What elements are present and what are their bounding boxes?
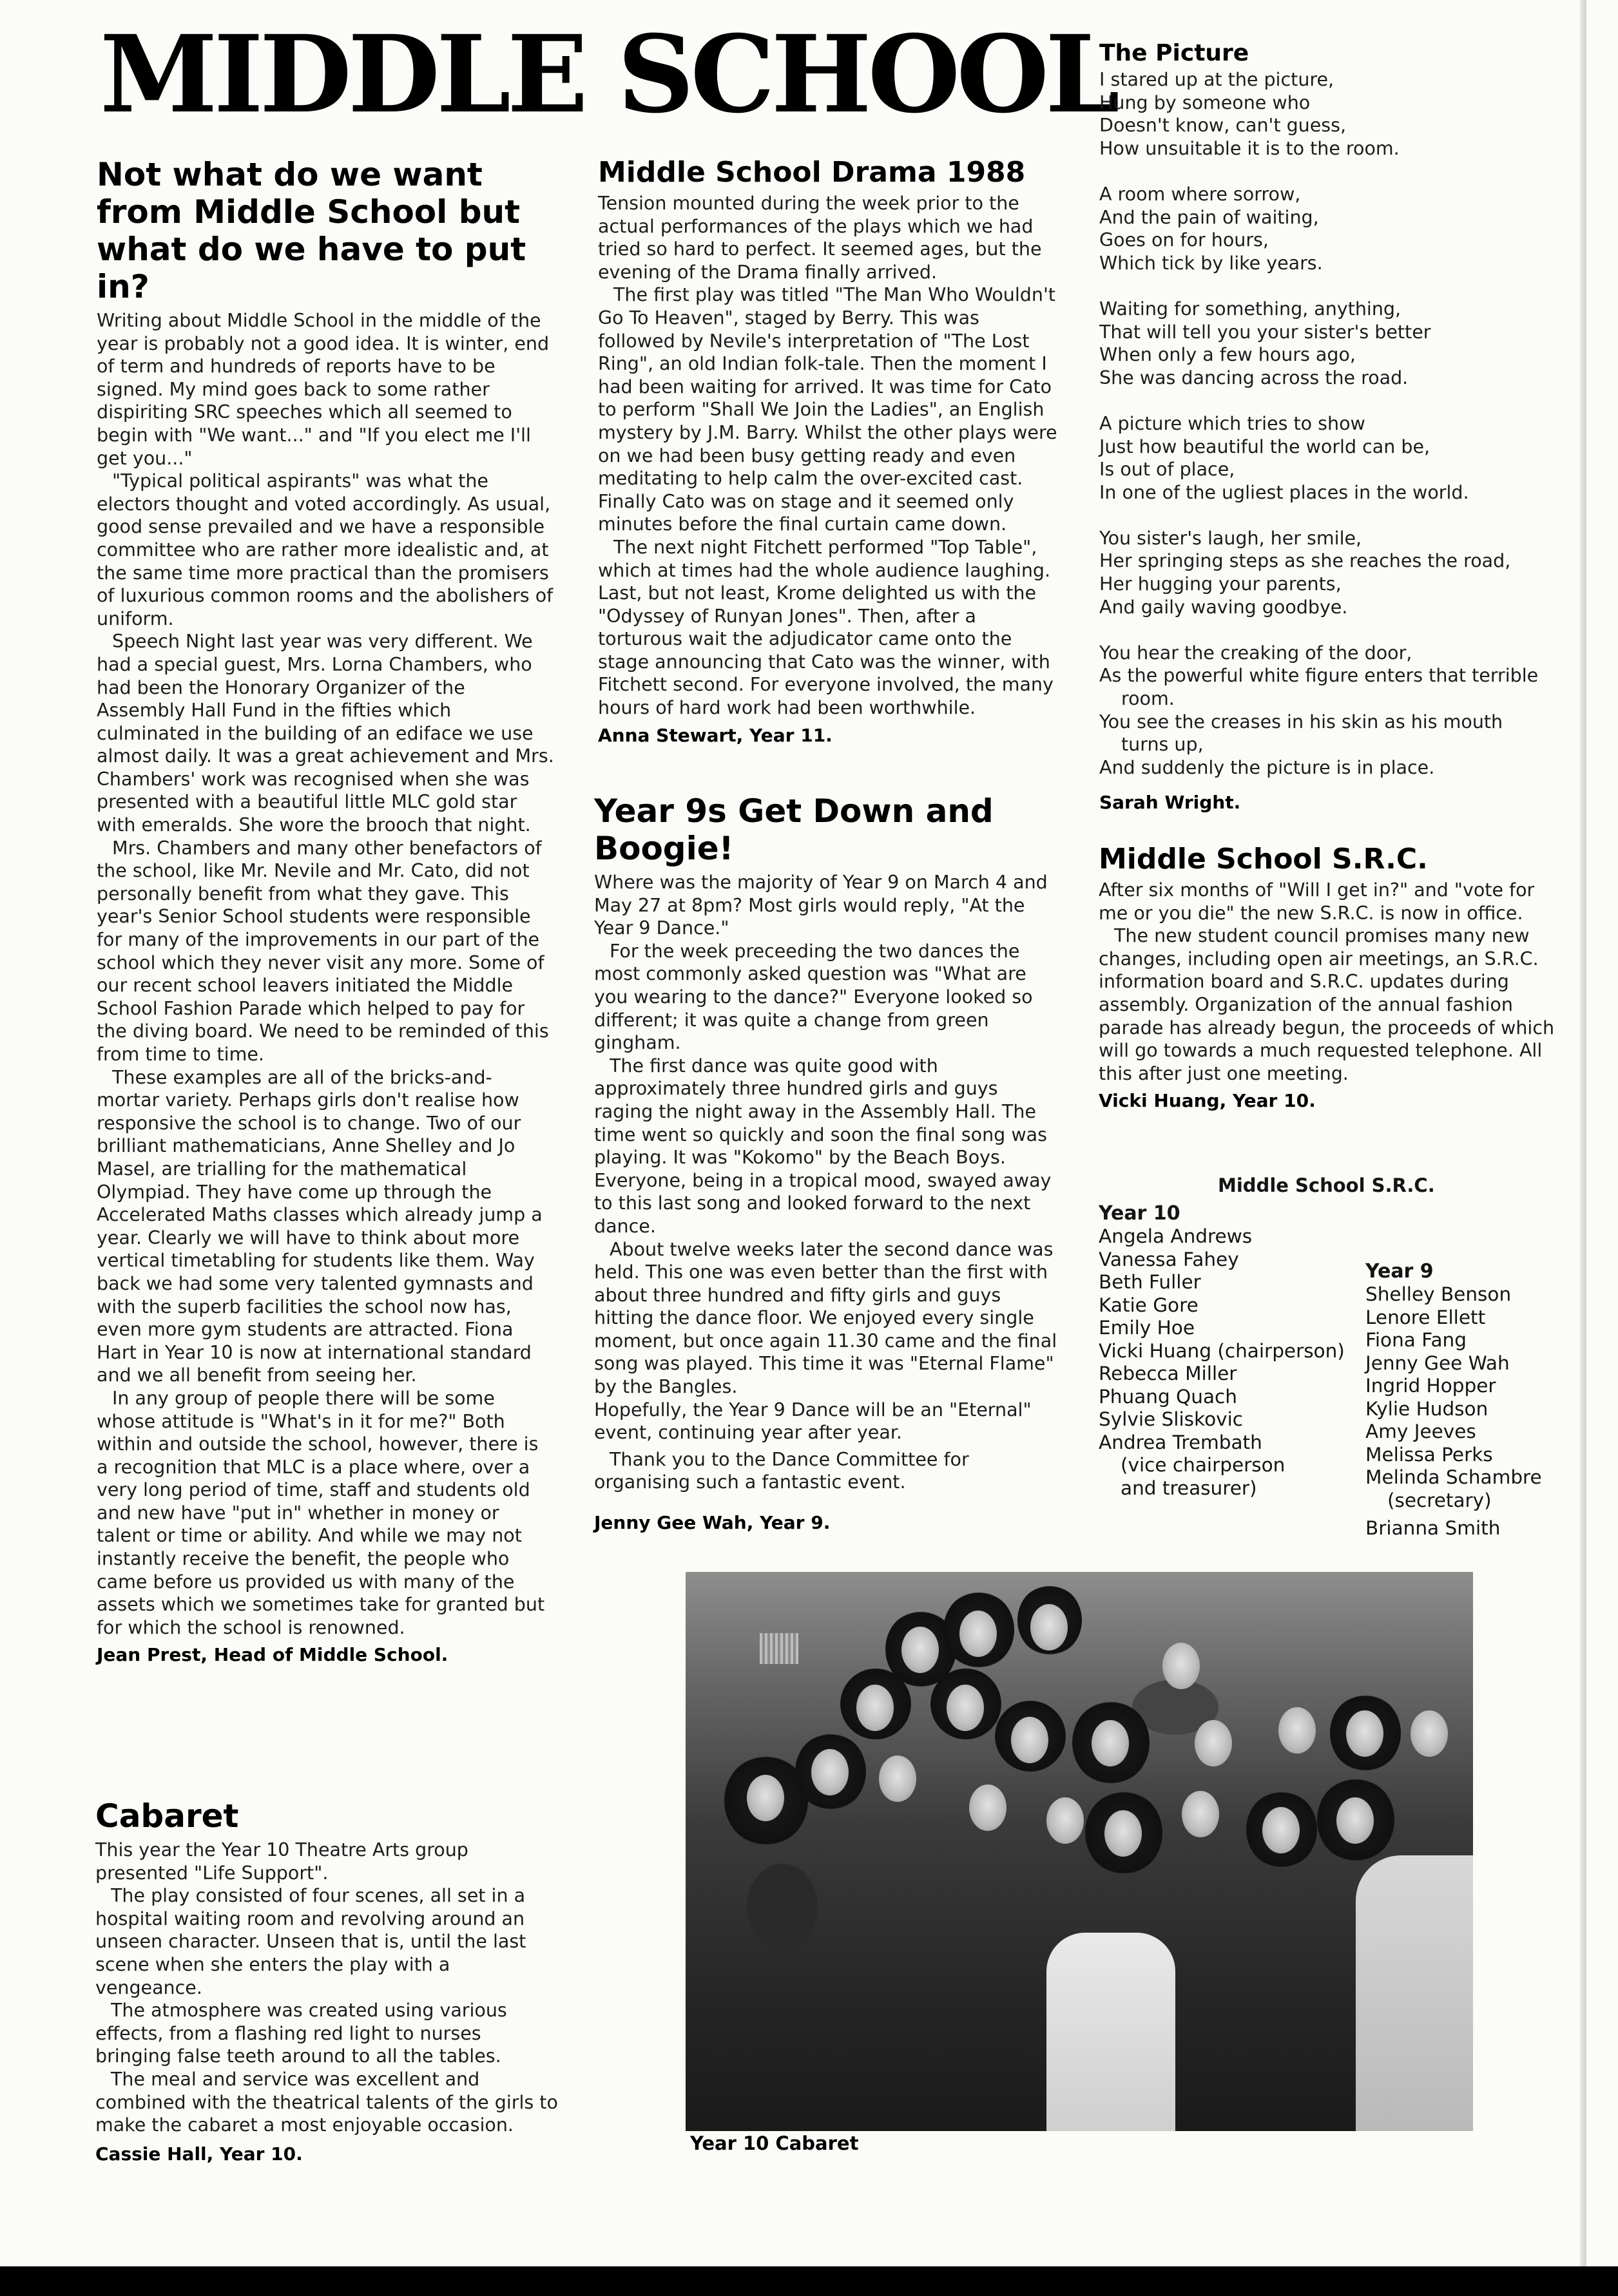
poem-line: turns up, [1121,734,1204,756]
poem-line: That will tell you your sister's better [1099,321,1431,343]
list-item: Andrea Trembath [1099,1431,1262,1453]
poem-line: Is out of place, [1099,459,1235,481]
poem-line: As the powerful white figure enters that terrible [1099,665,1539,687]
article-not-what [97,156,554,1666]
scan-border [0,2266,1618,2296]
masthead: MIDDLE SCHOOL [100,12,1117,137]
stanza [1099,527,1563,618]
poem-line: Doesn't know, can't guess, [1099,115,1347,137]
paragraph: Speech Night last year was very different. We had a special guest, Mrs. Lorna Chambers, who had been the Honorary Organizer of the Assembly Hall Fund in the fifties which culminated in the building of an ediface we use almost daily. It was a great achievement and Mrs. Chambers' work was recognised when she was presented with a beautiful little MLC gold star with emeralds. She wore the brooch that night. [97,631,554,836]
article-src [1099,843,1563,1112]
poem-line: Hung by someone who [1099,91,1311,113]
photo-figure [1195,1720,1232,1766]
paragraph: The first play was titled "The Man Who Wouldn't Go To Heaven", staged by Berry. This was followed by Nevile's interpretation of "The Lost Ring", an old Indian folk-tale. Then the moment I had been waiting for arrived. It was time for Cato to perform "Shall We Join the Ladies", an English mystery by J.M. Barry. Whilst the other plays were on we had been busy getting ready and even meditating to help calm the over-excited cast. Finally Cato was on stage and it seemed only minutes before the final curtain came down. [598,284,1057,535]
list-item-note: (secretary) [1387,1489,1492,1511]
signature: Jenny Gee Wah, Year 9. [594,1512,831,1534]
paragraph: Tension mounted during the week prior to the actual performances of the plays which we had tried so hard to perfect. It seemed ages, but the evening of the Drama finally arrived. [598,193,1042,283]
list-item: Fiona Fang [1365,1329,1467,1351]
paragraph: The meal and service was excellent and combined with the theatrical talents of the girls to make the cabaret a most enjoyable occasion. [95,2068,558,2136]
list-item: Brianna Smith [1365,1517,1501,1539]
list-item: Sylvie Sliskovic [1099,1408,1244,1430]
photo-figure [1092,1720,1129,1766]
photo-figure [1011,1717,1048,1763]
poem-line: You hear the creaking of the door, [1099,642,1412,664]
stanza [1099,298,1563,389]
list-title: Middle School S.R.C. [1218,1174,1435,1196]
list-item: Angela Andrews [1099,1225,1253,1247]
poem-line: How unsuitable it is to the room. [1099,137,1400,159]
stanza [1099,68,1563,160]
signature: Sarah Wright. [1099,792,1241,814]
photo-figure [856,1685,894,1731]
poem-line: And gaily waving goodbye. [1099,596,1348,618]
photo-figure [1030,1604,1068,1650]
list-item: Katie Gore [1099,1294,1199,1316]
list-item-note: and treasurer) [1121,1477,1257,1499]
poem-title: The Picture [1099,40,1249,66]
paragraph: The new student council promises many new changes, including open air meetings, an S.R.C. information board and S.R.C. updates during assembly. Organization of the annual fashion parade has already begun, the proceeds of which will go towards a much requested telephone. All this after just one meeting. [1099,925,1555,1084]
list-item: Vanessa Fahey [1099,1248,1239,1270]
stanza [1099,183,1563,274]
paragraph: In any group of people there will be some whose attitude is "What's in it for me?" Both within and outside the school, however, there is a recognition that MLC is a place where, over a very long period of time, staff and students old and new have "put in" whether in money or talent or time or ability. And while we may not instantly receive the benefit, the people who came before us provided us with many of the assets which we sometimes take for granted but for which the school is renowned. [97,1387,545,1638]
photo-figure [1356,1855,1473,2131]
paragraph: This year the Year 10 Theatre Arts group presented "Life Support". [95,1839,468,1884]
article-title: Not what do we want from Middle School but what do we have to put in? [97,156,526,305]
poem-line: room. [1121,688,1175,710]
signature: Anna Stewart, Year 11. [598,724,833,746]
article-title: Cabaret [95,1797,239,1835]
photo-figure [879,1755,916,1802]
year10-heading: Year 10 [1099,1202,1180,1225]
photo-window [760,1633,798,1664]
list-item: Beth Fuller [1099,1271,1201,1293]
list-item: Shelley Benson [1365,1283,1512,1305]
photo-figure [1104,1810,1142,1857]
poem-line: In one of the ugliest places in the world. [1099,481,1469,503]
photo-figure [1046,1797,1084,1844]
stanza [1099,642,1563,780]
photo-figure [1346,1710,1383,1757]
list-item: Lenore Ellett [1365,1306,1486,1328]
poem-line: When only a few hours ago, [1099,344,1356,366]
photo-figure [1046,1933,1175,2131]
poem-the-picture [1099,39,1563,814]
paragraph: For the week preceeding the two dances the most commonly asked question was "What are you wearing to the dance?" Everyone looked so different; it was quite a change from green gingham. [594,940,1033,1054]
list-item: Kylie Hudson [1365,1397,1488,1420]
poem-line: And suddenly the picture is in place. [1099,756,1435,778]
list-item-note: (vice chairperson [1121,1454,1286,1476]
paragraph: After six months of "Will I get in?" and "vote for me or you die" the new S.R.C. is now in office. [1099,879,1535,924]
photo-figure [1411,1710,1448,1757]
paragraph: Hopefully, the Year 9 Dance will be an "Eternal" event, continuing year after year. [594,1399,1032,1444]
poem-line: Her hugging your parents, [1099,573,1342,595]
page-edge-shadow [1580,0,1586,2268]
poem-line: You sister's laugh, her smile, [1099,527,1362,549]
paragraph: These examples are all of the bricks-and-mortar variety. Perhaps girls don't realise how responsive the school is to change. Two of our brilliant mathematicians, Anne Shelley and Jo Masel, are trialling for the mathematical Olympiad. They have come up through the Accelerated Maths classes which already jump a year. Clearly we will have to think about more vertical timetabling for students like them. Way back we had some very talented gymnasts and with the superb facilities the school now has, even more gym students are attracted. Fiona Hart in Year 10 is now at international standard and we all benefit from seeing her. [97,1066,543,1386]
poem-body [1099,68,1563,779]
article-drama [598,156,1059,747]
article-body [1099,879,1563,1085]
photo-figure [1278,1707,1316,1754]
photo-figure [1182,1791,1219,1837]
list-item: Emily Hoe [1099,1317,1195,1339]
stanza [1099,412,1563,504]
poem-line: Waiting for something, anything, [1099,298,1401,320]
year10-column [1099,1202,1369,1500]
article-body [594,871,1058,1494]
photo-figure [969,1784,1006,1831]
src-member-list [1099,1174,1575,1554]
article-cabaret [95,1797,559,2165]
article-body [95,1839,559,2137]
signature: Vicki Huang, Year 10. [1099,1090,1316,1112]
photo-figure [747,1775,784,1821]
photo-figure [1336,1797,1374,1844]
signature: Cassie Hall, Year 10. [95,2143,303,2165]
paragraph: Writing about Middle School in the middle of the year is probably not a good idea. It is winter, end of term and hundreds of reports have to be signed. My mind goes back to some rather dispiriting SRC speeches which all seemed to begin with "We want..." and "If you elect me I'll get you..." [97,310,550,469]
poem-line: A picture which tries to show [1099,412,1365,434]
photo-figure [1262,1807,1300,1853]
paragraph: About twelve weeks later the second dance was held. This one was even better than the first with about three hundred and fifty girls and guys hitting the dance floor. We enjoyed every single moment, but once again 11.30 came and the final song was played. This time it was "Eternal Flame" by the Bangles. [594,1238,1057,1398]
article-title: Year 9s Get Down and Boogie! [594,792,994,867]
year9-heading: Year 9 [1365,1260,1434,1283]
photo-figure [811,1749,849,1795]
photo-caption: Year 10 Cabaret [690,2132,859,2154]
article-title: Middle School S.R.C. [1099,843,1428,875]
paragraph: Mrs. Chambers and many other benefactors of the school, like Mr. Nevile and Mr. Cato, did not personally benefit from what they gave. This year's Senior School students were responsible for many of the improvements in our part of the school which they never visit any more. Some of our recent school leavers initiated the Middle School Fashion Parade which helped to pay for the diving board. We need to be reminded of this from time to time. [97,837,549,1065]
paragraph: The next night Fitchett performed "Top Table", which at times had the whole audience laughing. Last, but not least, Krome delighted us with the "Odyssey of Runyan Jones". Then, after a torturous wait the adjudicator came onto the stage announcing that Cato was the winner, with Fitchett second. For everyone involved, the many hours of hard work had been worthwhile. [598,536,1054,719]
paragraph: "Typical political aspirants" was what the electors thought and voted accordingly. As usual, good sense prevailed and we have a responsible committee who are rather more idealistic and, at the same time more practical than the promisers of luxurious common rooms and the abolishers of uniform. [97,470,554,629]
poem-line: You see the creases in his skin as his mouth [1099,711,1503,732]
list-item: Melinda Schambre [1365,1466,1542,1488]
year9-column [1365,1260,1572,1540]
group-photo [686,1572,1473,2131]
photo-figure [901,1627,939,1673]
paragraph: Where was the majority of Year 9 on March 4 and May 27 at 8pm? Most girls would reply, "At the Year 9 Dance." [594,872,1048,939]
poem-line: Which tick by like years. [1099,252,1323,274]
poem-line: And the pain of waiting, [1099,206,1319,228]
poem-line: A room where sorrow, [1099,183,1301,205]
list-item: Melissa Perks [1365,1443,1493,1466]
article-body [598,192,1059,720]
article-boogie [594,792,1058,1534]
paragraph: Thank you to the Dance Committee for organising such a fantastic event. [594,1448,969,1493]
list-item: Jenny Gee Wah [1365,1352,1510,1374]
article-body [97,309,554,1639]
poem-line: I stared up at the picture, [1099,69,1334,90]
article-title: Middle School Drama 1988 [598,156,1026,189]
paragraph: The play consisted of four scenes, all set in a hospital waiting room and revolving around an unseen character. Unseen that is, until the last scene when she enters the play with a vengeance. [95,1885,526,1998]
paragraph: The first dance was quite good with approximately three hundred girls and guys raging the night away in the Assembly Hall. The time went so quickly and soon the final song was playing. It was "Kokomo" by the Beach Boys. Everyone, being in a tropical mood, swayed away to this last song and looked forward to the next dance. [594,1055,1052,1237]
list-item: Rebecca Miller [1099,1363,1237,1384]
poem-line: Goes on for hours, [1099,229,1269,251]
list-item: Ingrid Hopper [1365,1375,1496,1397]
poem-line: She was dancing across the road. [1099,367,1409,388]
paragraph: The atmosphere was created using various effects, from a flashing red light to nurses bringing false teeth around to all the tables. [95,2000,507,2067]
poem-line: Her springing steps as she reaches the road, [1099,550,1511,572]
list-item: Amy Jeeves [1365,1421,1476,1442]
signature: Jean Prest, Head of Middle School. [97,1644,448,1666]
photo-figure [1162,1643,1200,1689]
list-item: Phuang Quach [1099,1385,1237,1408]
photo-figure [959,1611,997,1657]
poem-line: Just how beautiful the world can be, [1099,435,1430,457]
list-item: Vicki Huang (chairperson) [1099,1339,1345,1362]
photo-figure [947,1685,984,1731]
